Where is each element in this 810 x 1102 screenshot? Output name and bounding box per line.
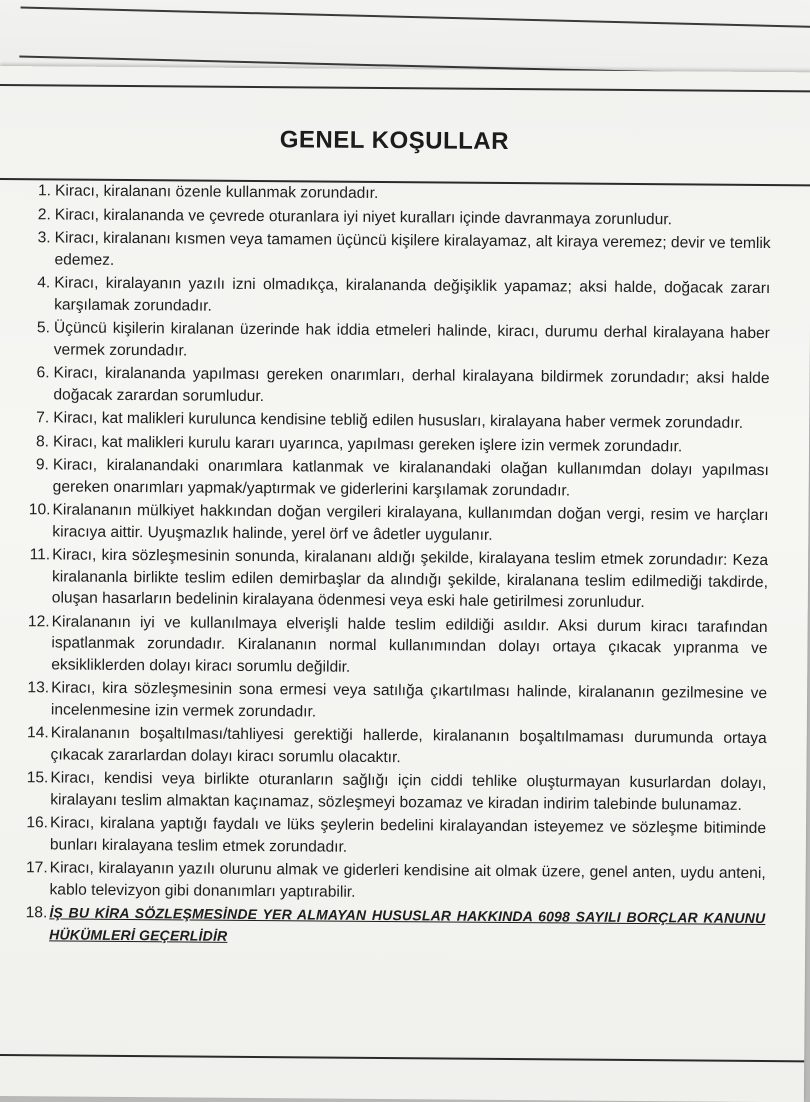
clause-number: 18. (25, 904, 48, 922)
clause-number: 14. (27, 724, 49, 742)
clause-number: 8. (35, 433, 50, 451)
clause-item (0, 272, 788, 321)
clause-text: Kiracı, kira sözleşmesinin sona ermesi veya satılığa çıkartılması halinde, kiralananın gezilmesine ve incelenmesine izin vermek zorundadır. (50, 679, 768, 721)
document-title: GENEL KOŞULLAR (279, 126, 510, 155)
clause-text: Üçüncü kişilerin kiralanan üzerinde hak iddia etmeleri halinde, kiracı, durumu derhal kiralayana haber vermek zorundadır. (53, 319, 770, 360)
clause-text: Kiracı, kat malikleri kurulu kararı uyarınca, yapılması gereken işlere izin vermek zorundadır. (52, 433, 683, 456)
clause-number: 15. (26, 769, 49, 787)
clause-text: Kiracı, kiralananı kısmen veya tamamen üçüncü kişilere kiralayamaz, alt kiraya veremez; devir ve temlik edemez. (54, 229, 771, 269)
clause-item (0, 767, 784, 816)
clause-list (0, 180, 789, 953)
clause-text: Kiracı, kiralananı özenle kullanmak zorundadır. (54, 182, 379, 202)
clause-number: 4. (37, 274, 51, 292)
clause-text: Kiralananın mülkiyet hakkından doğan vergileri kiralayana, kullanımdan doğan vergi, resim ve harçları kiracıya aittir. Uyuşmazlık halinde, yerel örf ve âdetler uygulanır. (52, 501, 769, 544)
clause-item (0, 317, 788, 366)
clause-number: 11. (29, 546, 51, 564)
clause-item (0, 857, 784, 906)
clause-item (0, 902, 783, 951)
clause-text: Kiracı, kiralana yaptığı faydalı ve lüks şeylerin bedelini kiralayandan isteyemez ve sözleşme bitiminde bunları kiralayana teslim etmek zorundadır. (49, 814, 767, 856)
clause-item (0, 677, 785, 726)
clause-text: Kiracı, kira sözleşmesinin sonunda, kiralananı aldığı şekilde, kiralayana teslim etmek zorundadır: Keza kiralananla birlikte teslim edilen demirbaşlar da alındığı şekilde, kiralanana teslim edilmediği takdirde, oluşan hasarların bedelinin kiralayana ödenmesi veya eski hale getirilmesi zorunludur. (51, 546, 769, 612)
clause-item (0, 722, 785, 771)
clause-text: Kiralananın boşaltılması/tahliyesi gerektiği hallerde, kiralananın boşaltılmaması durumunda ortaya çıkacak zararlardan dolayı kiracı sorumlu olacaktır. (50, 724, 767, 766)
clause-text: Kiralananın iyi ve kullanılmaya elverişli halde teslim edildiği asıldır. Aksi durum kiracı tarafından ispatlanmak zorundadır. Kiralananın normal kullanımından dolayı ortaya çıkacak yıpranma ve eksikliklerden dolayı kiracı sorumlu değildir. (51, 613, 768, 676)
clause-number: 12. (27, 613, 50, 631)
clause-number: 7. (36, 409, 50, 427)
clause-item (0, 204, 789, 232)
clause-item (0, 544, 786, 614)
clause-number: 17. (25, 859, 48, 877)
clause-item (0, 812, 784, 861)
clause-text: Kiracı, kendisi veya birlikte oturanların sağlığı için ciddi tehlike oluşturmayan kusurlardan dolayı, kiralayanı teslim almaktan kaçınamaz, sözleşmeyi bozamaz ve kiradan indirim talebinde bulunamaz. (50, 769, 767, 814)
top-rule (0, 84, 810, 92)
clause-number: 3. (37, 229, 51, 247)
clause-text: Kiracı, kiralayanın yazılı izni olmadıkça, kiralananda değişiklik yapamaz; aksi halde, doğacak zararı karşılamak zorundadır. (54, 274, 771, 315)
clause-number: 5. (36, 319, 51, 337)
clause-item (0, 499, 787, 548)
clause-text: Kiracı, kat malikleri kurulunca kendisine tebliğ edilen hususları, kiralayana haber vermek zorundadır. (53, 409, 744, 433)
document-page (0, 66, 810, 1102)
clause-text: Kiracı, kiralanandaki onarımlara katlanmak ve kiralanandaki olağan kullanımdan dolayı yapılması gereken onarımları yapmak/yaptırmak ve giderlerini karşılamak zorundadır. (52, 456, 769, 500)
clause-number: 9. (35, 456, 49, 474)
clause-item (0, 227, 789, 276)
clause-number: 6. (36, 364, 50, 382)
background-sheet-rule (21, 6, 810, 28)
clause-text: Kiracı, kiralayanın yazılı olurunu almak ve giderleri kendisine ait olmak üzere, genel anten, uydu anteni, kablo televizyon gibi donanımları yaptırabilir. (49, 859, 766, 901)
clause-item (0, 611, 786, 681)
clause-item (0, 362, 788, 411)
clause-text: Kiracı, kiralananda ve çevrede oturanlara iyi niyet kuralları içinde davranmaya zorunludur. (54, 206, 673, 228)
clause-number: 16. (26, 814, 49, 832)
clause-number: 10. (28, 501, 51, 519)
clause-number: 2. (37, 205, 51, 223)
bottom-rule (0, 1054, 804, 1062)
clause-text: Kiracı, kiralananda yapılması gereken onarımları, derhal kiralayana bildirmek zorundadır; aksi halde doğacak zarardan sorumludur. (53, 364, 770, 405)
clause-item (0, 431, 787, 459)
clause-item (0, 454, 787, 503)
clause-number: 1. (37, 182, 52, 200)
clause-text: İŞ BU KİRA SÖZLEŞMESİNDE YER ALMAYAN HUSUSLAR HAKKINDA 6098 SAYILI BORÇLAR KANUNU HÜKÜMLERİ GEÇERLİDİR (49, 904, 766, 944)
clause-number: 13. (27, 679, 50, 697)
clause-item (0, 407, 787, 435)
